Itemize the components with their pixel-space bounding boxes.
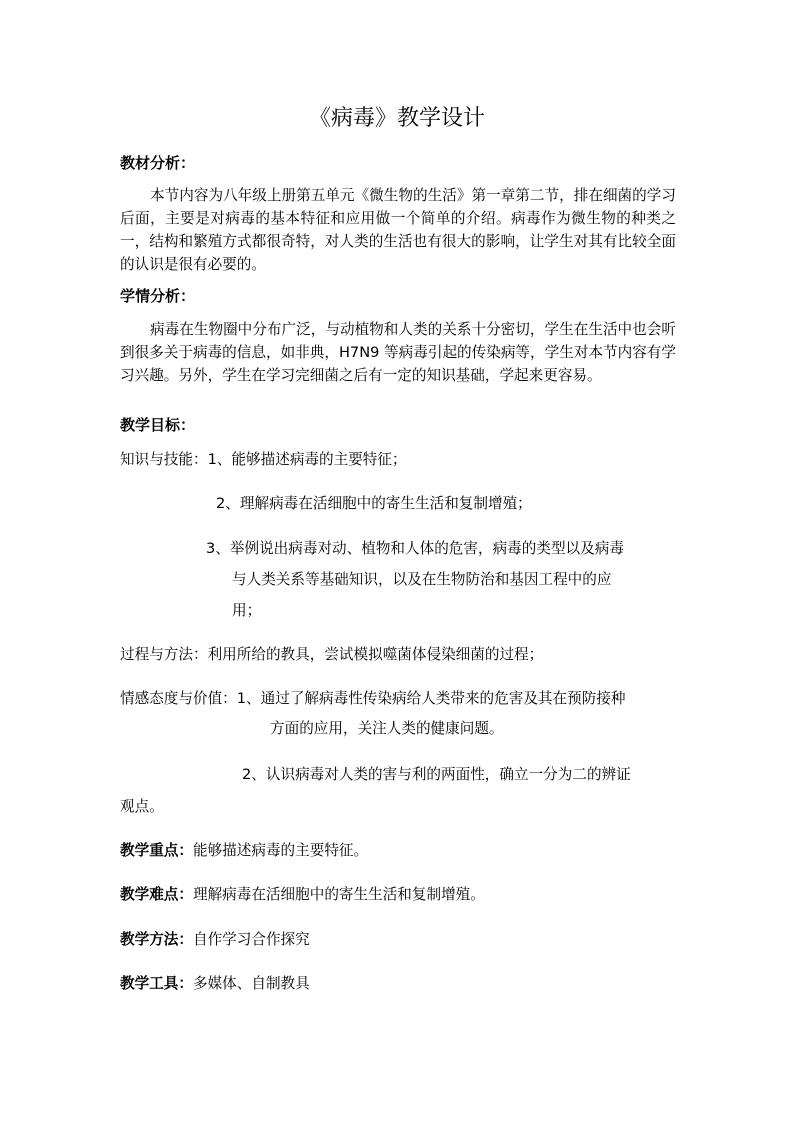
analysis-paragraph (120, 184, 676, 276)
knowledge-goal-2: 2、理解病毒在活细胞中的寄生生活和复制增殖； (216, 495, 532, 512)
process-goal: 过程与方法：利用所给的教具，尝试模拟噬菌体侵染细菌的过程； (120, 646, 544, 663)
students-paragraph (120, 318, 676, 387)
students-text: 病毒在生物圈中分布广泛，与动植物和人类的关系十分密切，学生在生活中也会听到很多关于病毒的信息，如非典，H7N9 等病毒引起的传染病等，学生对本节内容有学习兴趣。另外，学生在学习完细菌之后有一定的知识基础，学起来更容易。 (120, 321, 676, 384)
difficulty-value: 理解病毒在活细胞中的寄生生活和复制增殖。 (192, 886, 485, 903)
emotion-goal-2-line-2: 观点。 (120, 798, 164, 815)
key-point-value: 能够描述病毒的主要特征。 (192, 842, 369, 859)
objectives-heading: 教学目标： (120, 416, 196, 434)
tools-value: 多媒体、自制教具 (192, 975, 310, 992)
emotion-goal-1-line-2: 方面的应用，关注人类的健康问题。 (270, 720, 504, 737)
analysis-text: 本节内容为八年级上册第五单元《微生物的生活》第一章第二节，排在细菌的学习后面，主要是对病毒的基本特征和应用做一个简单的介绍。病毒作为微生物的种类之一，结构和繁殖方式都很奇特，对人类的生活也有很大的影响，让学生对其有比较全面的认识是很有必要的。 (120, 187, 676, 273)
key-point-label: 教学重点： (120, 842, 193, 859)
knowledge-goal-3-line-1: 3、举例说出病毒对动、植物和人体的危害，病毒的类型以及病毒 (206, 540, 624, 557)
tools-label: 教学工具： (120, 975, 193, 992)
document-title: 《病毒》教学设计 (308, 106, 485, 131)
students-heading: 学情分析： (120, 287, 196, 305)
knowledge-goal-1: 知识与技能：1、能够描述病毒的主要特征； (120, 451, 407, 468)
emotion-goal-2-line-1: 2、认识病毒对人类的害与利的两面性，确立一分为二的辨证 (242, 766, 631, 783)
analysis-heading: 教材分析： (120, 154, 196, 172)
knowledge-goal-3-line-2: 与人类关系等基础知识，以及在生物防治和基因工程中的应 (232, 571, 612, 588)
knowledge-goal-3-line-3: 用； (232, 602, 262, 619)
tools-row (120, 974, 310, 994)
method-row (120, 930, 310, 950)
method-label: 教学方法： (120, 931, 193, 948)
method-value: 自作学习合作探究 (192, 931, 310, 948)
emotion-goal-1-line-1: 情感态度与价值：1、通过了解病毒性传染病给人类带来的危害及其在预防接种 (120, 690, 626, 707)
difficulty-row (120, 885, 485, 905)
difficulty-label: 教学难点： (120, 886, 193, 903)
key-point-row (120, 841, 368, 861)
